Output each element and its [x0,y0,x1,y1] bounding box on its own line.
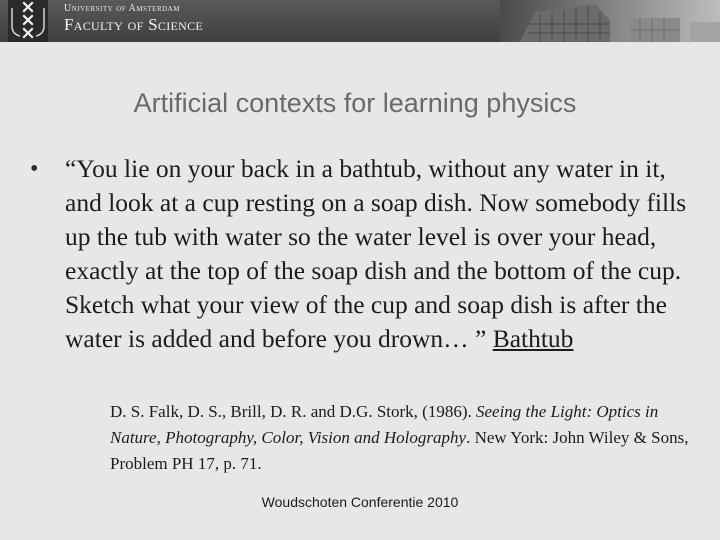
building-photo [500,0,720,42]
reference-book-title: Seeing the Light: Optics in Nature, Photography, Color, Vision and Holography [110,402,659,447]
reference-publisher: . New York: John Wiley & Sons, Problem PH 17, p. 71. [110,428,689,473]
slide-title: Artificial contexts for learning physics [133,88,577,118]
university-name: University of Amsterdam [64,3,180,14]
quote-text: “You lie on your back in a bathtub, without any water in it, and look at a cup resting on a soap dish. Now somebody fills up the tub with water so the water level is over your head, exactly at the top of the soap dish and the bottom of the cup. Sketch what your view of the cup and soap dish is after the water is added and before you drown… ” [65,154,687,353]
bathtub-link[interactable]: Bathtub [492,324,574,353]
reference-citation [110,399,700,477]
university-header [0,0,720,42]
quote-paragraph [65,152,695,356]
bullet-marker: • [30,156,39,182]
university-logo [8,0,48,42]
faculty-name: Faculty of Science [64,15,204,34]
triple-x-emblem-icon [8,0,48,42]
footer-text: Woudschoten Conferentie 2010 [261,494,459,510]
reference-authors: D. S. Falk, D. S., Brill, D. R. and D.G. Stork, (1986). [110,402,472,421]
